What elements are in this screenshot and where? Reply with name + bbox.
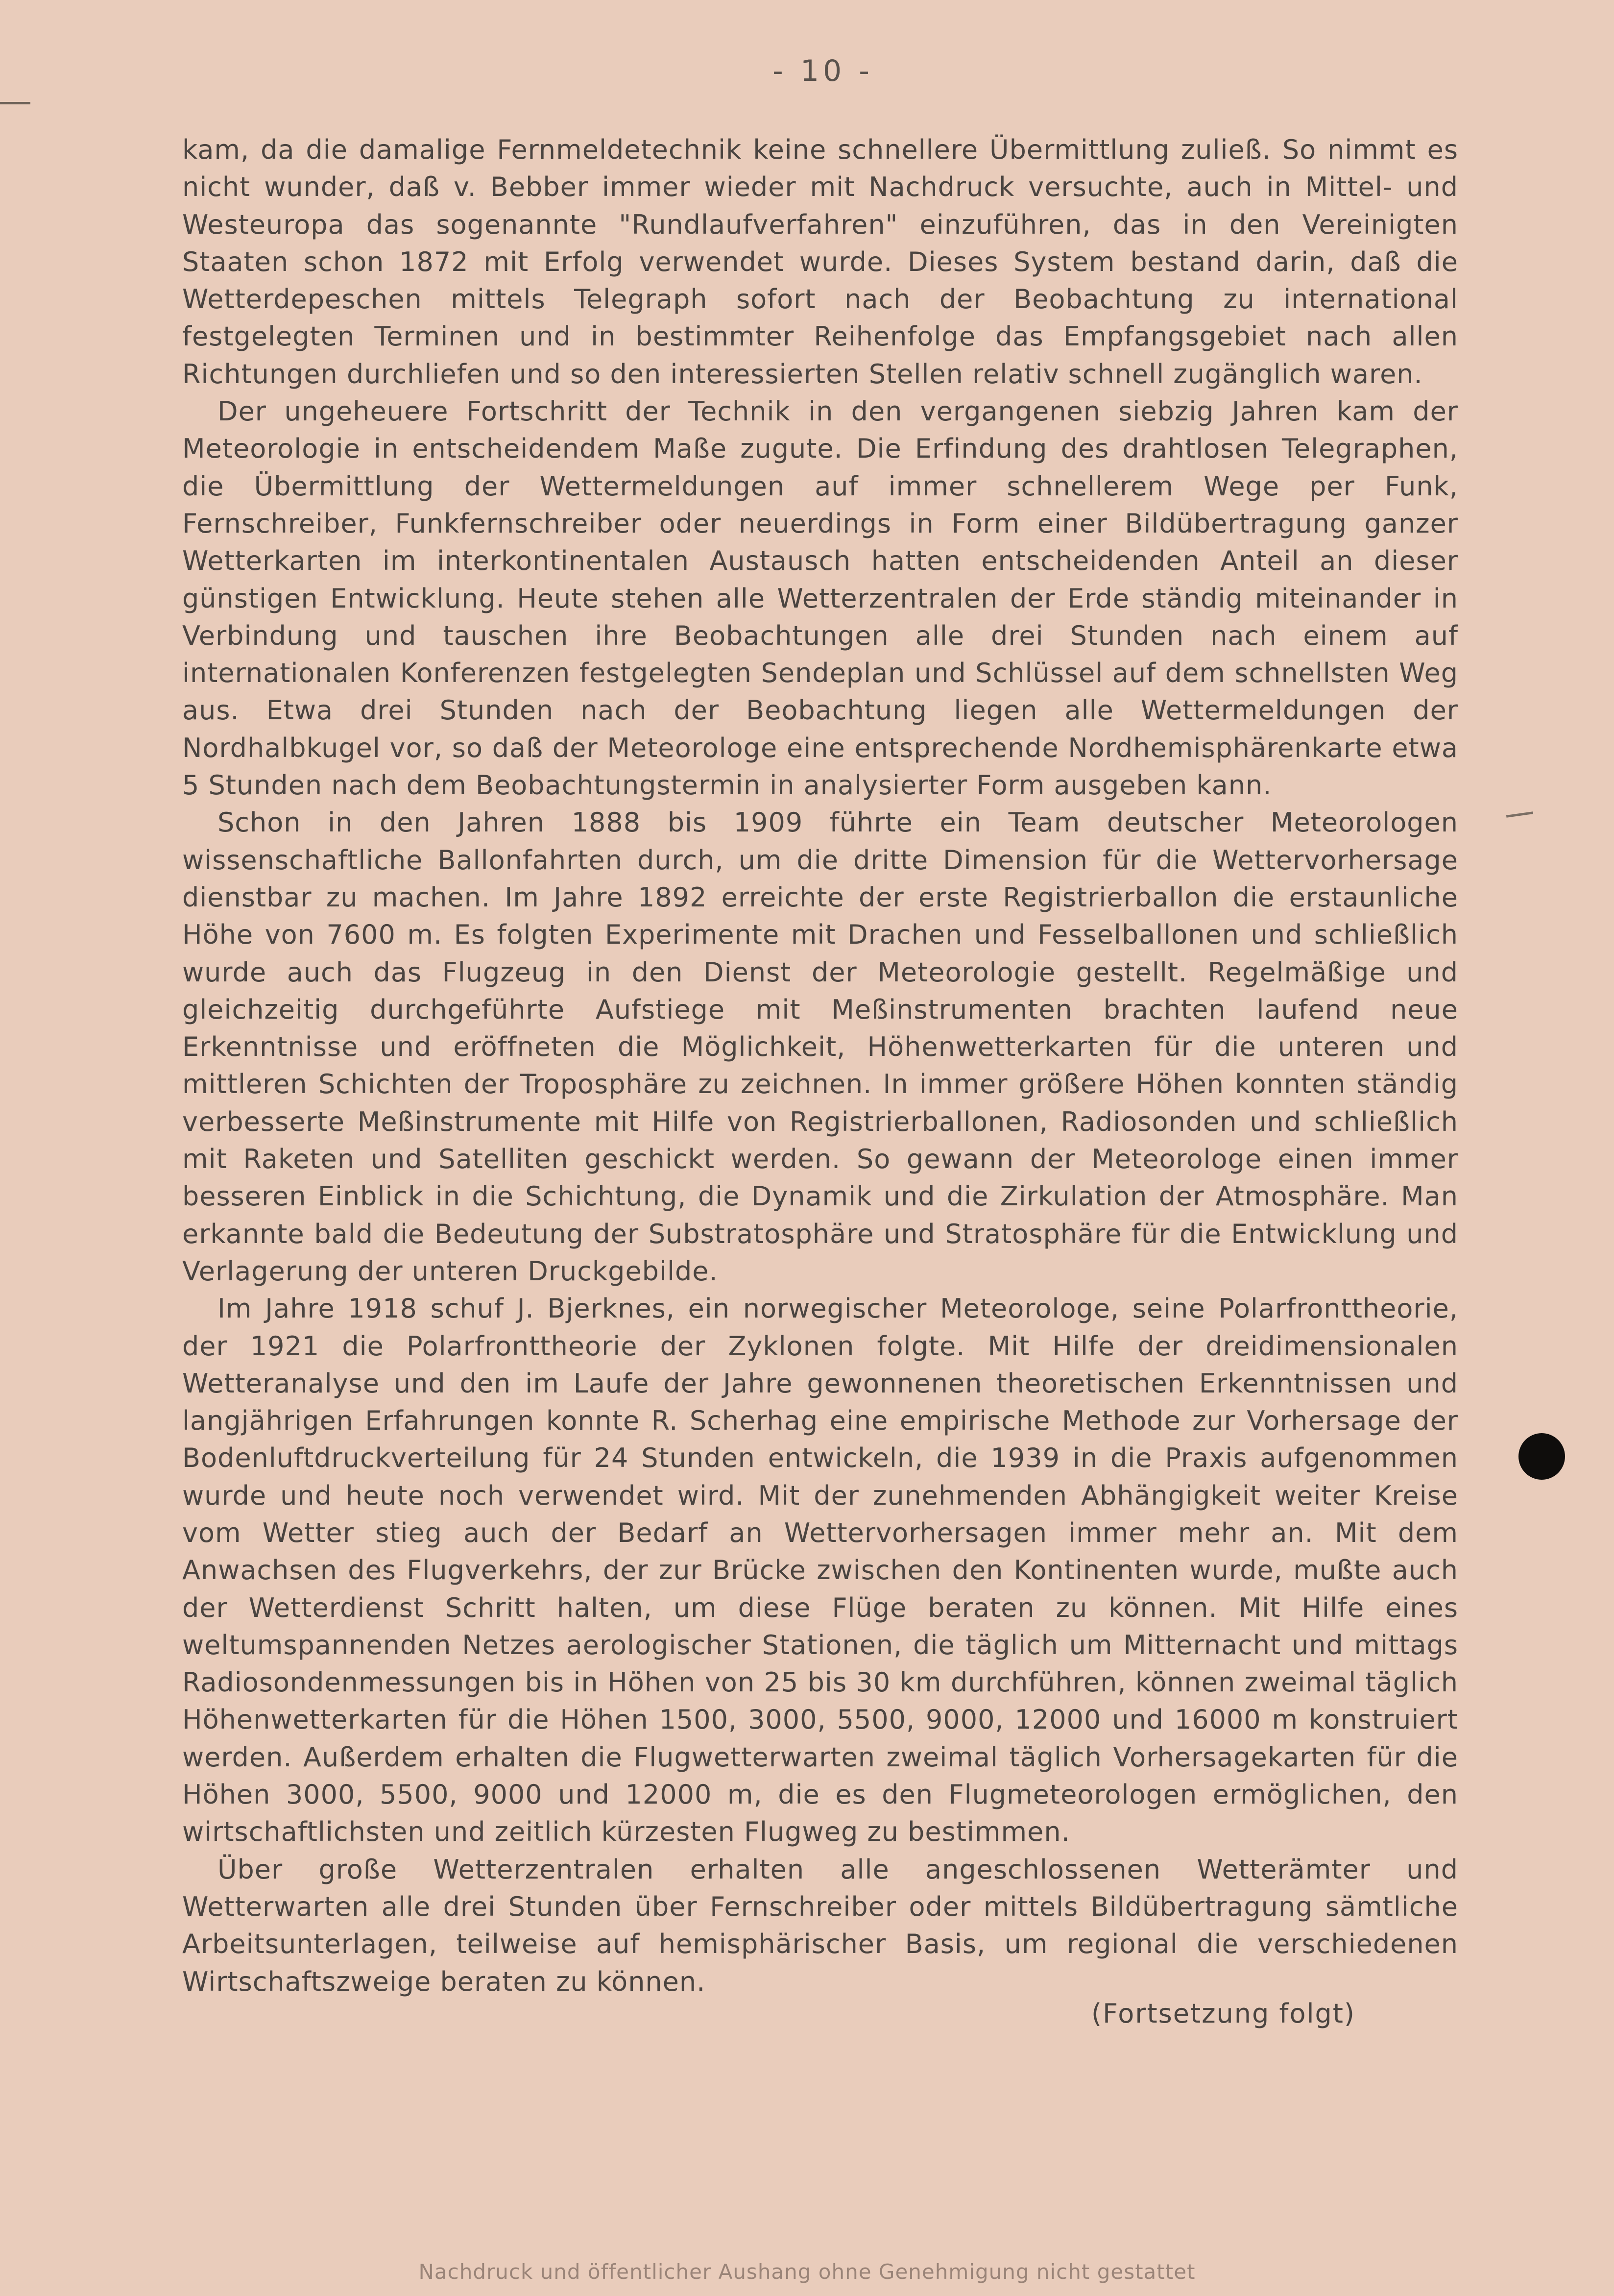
margin-mark-right xyxy=(1506,811,1533,818)
continuation-note: (Fortsetzung folgt) xyxy=(1091,1998,1355,2029)
paragraph-1: kam, da die damalige Fernmeldetechnik keine schnellere Übermittlung zuließ. So nimmt es nicht wunder, daß v. Bebber immer wieder mit Nachdruck versuchte, auch in Mittel- und Westeuropa das sogenannte "Rundlaufverfahren" einzuführen, das in den Vereinigten Staaten schon 1872 mit Erfolg verwendet wurde. Dieses System bestand darin, daß die Wetterdepeschen mittels Telegraph sofort nach der Beobachtung zu international festgelegten Terminen und in bestimmter Reihenfolge das Empfangsgebiet nach allen Richtungen durchliefen und so den interessierten Stellen relativ schnell zugänglich waren. xyxy=(182,134,1458,390)
footer-copyright-note: Nachdruck und öffentlicher Aushang ohne Genehmigung nicht gestattet xyxy=(418,2260,1196,2284)
punch-hole xyxy=(1518,1433,1565,1480)
paragraph-3: Schon in den Jahren 1888 bis 1909 führte ein Team deutscher Meteorologen wissenschaftliche Ballonfahrten durch, um die dritte Dimension für die Wettervorhersage dienstbar zu machen. Im Jahre 1892 erreichte der erste Registrierballon die erstaunliche Höhe von 7600 m. Es folgten Experimente mit Drachen und Fesselballonen und schließlich wurde auch das Flugzeug in den Dienst der Meteorologie gestellt. Regelmäßige und gleichzeitig durchgeführte Aufstiege mit Meßinstrumenten brachten laufend neue Erkenntnisse und eröffneten die Möglichkeit, Höhenwetterkarten für die unteren und mittleren Schichten der Troposphäre zu zeichnen. In immer größere Höhen konnten ständig verbesserte Meßinstrumente mit Hilfe von Registrierballonen, Radiosonden und schließlich mit Raketen und Satelliten geschickt werden. So gewann der Meteorologe einen immer besseren Einblick in die Schichtung, die Dynamik und die Zirkulation der Atmosphäre. Man erkannte bald die Bedeutung der Substratosphäre und Stratosphäre für die Entwicklung und Verlagerung der unteren Druckgebilde. xyxy=(182,807,1458,1287)
page-number: - 10 - xyxy=(772,54,873,88)
paragraph-5: Über große Wetterzentralen erhalten alle angeschlossenen Wetterämter und Wetterwarten alle drei Stunden über Fernschreiber oder mittels Bildübertragung sämtliche Arbeitsunterlagen, teilweise auf hemisphärischer Basis, um regional die verschiedenen Wirtschaftszweige beraten zu können. xyxy=(182,1854,1458,1997)
margin-mark-left xyxy=(0,102,30,104)
paragraph-2: Der ungeheuere Fortschritt der Technik in den vergangenen siebzig Jahren kam der Meteorologie in entscheidendem Maße zugute. Die Erfindung des drahtlosen Telegraphen, die Übermittlung der Wettermeldungen auf immer schnellerem Wege per Funk, Fernschreiber, Funkfernschreiber oder neuerdings in Form einer Bildübertragung ganzer Wetterkarten im interkontinentalen Austausch hatten entscheidenden Anteil an dieser günstigen Entwicklung. Heute stehen alle Wetterzentralen der Erde ständig miteinander in Verbindung und tauschen ihre Beobachtungen alle drei Stunden nach einem auf internationalen Konferenzen festgelegten Sendeplan und Schlüssel auf dem schnellsten Weg aus. Etwa drei Stunden nach der Beobachtung liegen alle Wettermeldungen der Nordhalbkugel vor, so daß der Meteorologe eine entsprechende Nordhemisphärenkarte etwa 5 Stunden nach dem Beobachtungstermin in analysierter Form ausgeben kann. xyxy=(182,396,1458,801)
article-body xyxy=(182,131,1458,2001)
paragraph-4: Im Jahre 1918 schuf J. Bjerknes, ein norwegischer Meteorologe, seine Polarfronttheorie, der 1921 die Polarfronttheorie der Zyklonen folgte. Mit Hilfe der dreidimensionalen Wetteranalyse und den im Laufe der Jahre gewonnenen theoretischen Erkenntnissen und langjährigen Erfahrungen konnte R. Scherhag eine empirische Methode zur Vorhersage der Bodenluftdruckverteilung für 24 Stunden entwickeln, die 1939 in die Praxis aufgenommen wurde und heute noch verwendet wird. Mit der zunehmenden Abhängigkeit weiter Kreise vom Wetter stieg auch der Bedarf an Wettervorhersagen immer mehr an. Mit dem Anwachsen des Flugverkehrs, der zur Brücke zwischen den Kontinenten wurde, mußte auch der Wetterdienst Schritt halten, um diese Flüge beraten zu können. Mit Hilfe eines weltumspannenden Netzes aerologischer Stationen, die täglich um Mitternacht und mittags Radiosondenmessungen bis in Höhen von 25 bis 30 km durchführen, können zweimal täglich Höhenwetterkarten für die Höhen 1500, 3000, 5500, 9000, 12000 und 16000 m konstruiert werden. Außerdem erhalten die Flugwetterwarten zweimal täglich Vorhersagekarten für die Höhen 3000, 5500, 9000 und 12000 m, die es den Flugmeteorologen ermöglichen, den wirtschaftlichsten und zeitlich kürzesten Flugweg zu bestimmen. xyxy=(182,1293,1458,1848)
